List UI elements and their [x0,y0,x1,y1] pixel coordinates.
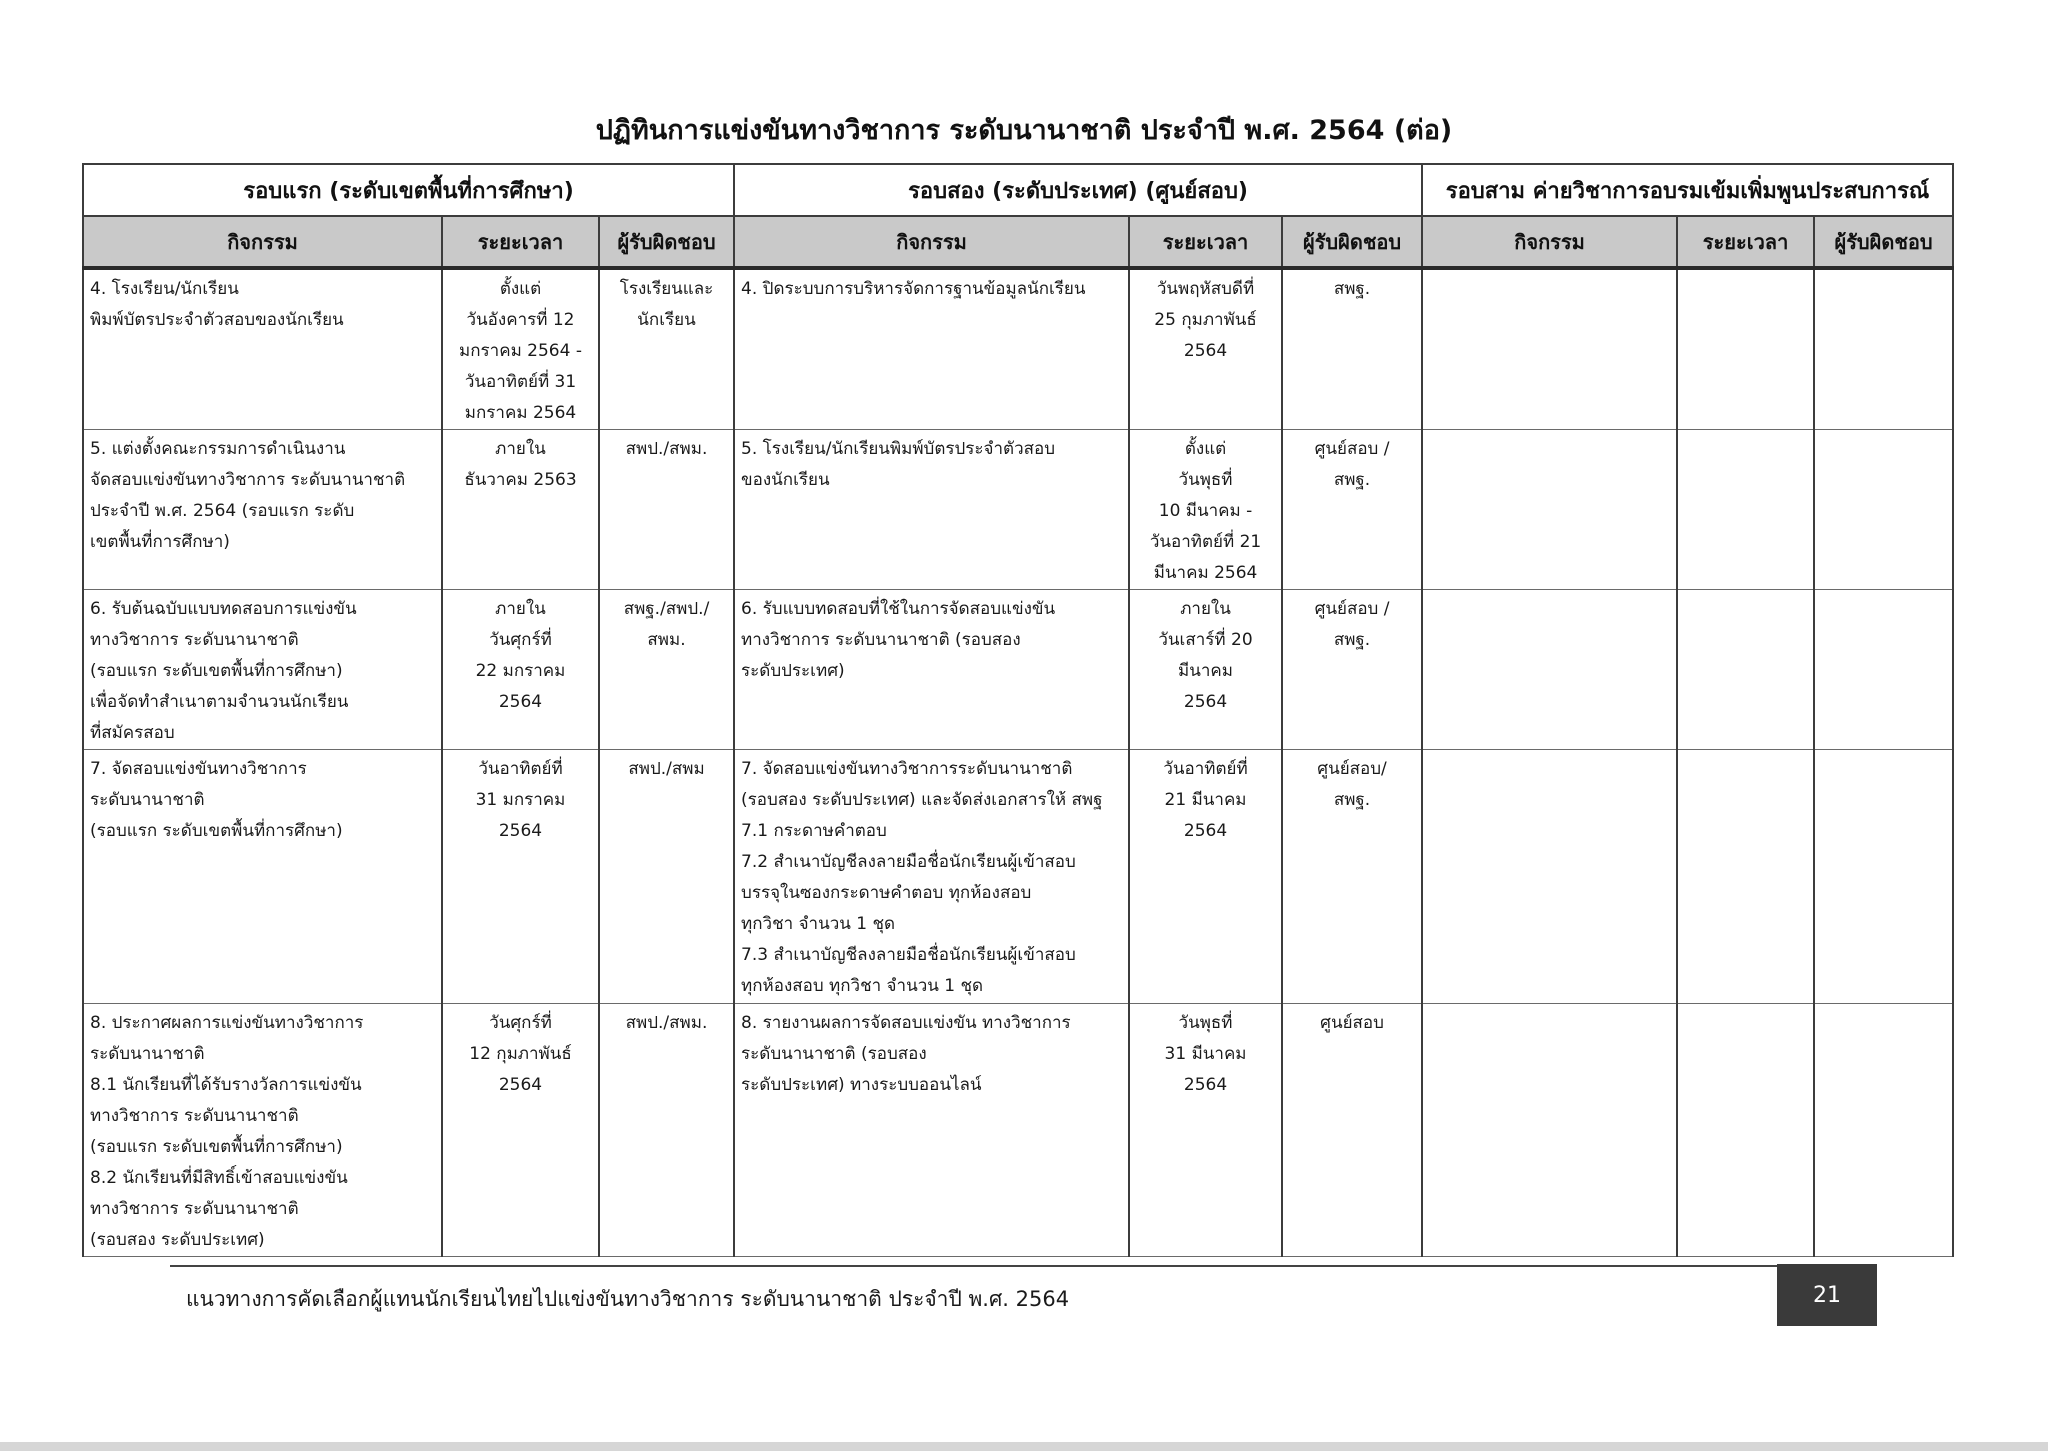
cell-line: มกราคม 2564 [464,403,577,423]
cell-line: บรรจุในซองกระดาษคำตอบ ทุกห้องสอบ [741,883,1032,903]
cell-line: 2564 [498,692,543,712]
cell-line: (รอบแรก ระดับเขตพื้นที่การศึกษา) [90,821,343,841]
cell-line: 21 มีนาคม [1164,790,1247,810]
cell-line: ศูนย์สอบ/ [1317,759,1387,779]
table-row [83,590,1953,750]
cell-line: 31 มกราคม [475,790,566,810]
cell-line: เพื่อจัดทำสำเนาตามจำนวนนักเรียน [90,692,349,712]
round-3-header: รอบสาม ค่ายวิชาการอบรมเข้มเพิ่มพูนประสบการณ์ [1422,164,1953,216]
cell-line: สพป./สพม [628,759,705,779]
cell-line: 2564 [1183,1075,1228,1095]
cell-line: เขตพื้นที่การศึกษา) [90,532,230,552]
col-header-r3-activity: กิจกรรม [1422,216,1677,268]
cell-line: ที่สมัครสอบ [90,723,175,743]
cell-line: 2564 [1183,341,1228,361]
cell-r2-activity [734,430,1129,590]
cell-r3-responsible [1814,268,1953,430]
cell-line: 4. ปิดระบบการบริหารจัดการฐานข้อมูลนักเรียน [741,279,1086,299]
cell-line: ประจำปี พ.ศ. 2564 (รอบแรก ระดับ [90,501,355,521]
cell-line: (รอบแรก ระดับเขตพื้นที่การศึกษา) [90,661,343,681]
cell-r2-period [1129,750,1282,1004]
cell-line: 8. รายงานผลการจัดสอบแข่งขัน ทางวิชาการ [741,1013,1071,1033]
cell-line: 8.1 นักเรียนที่ได้รับรางวัลการแข่งขัน [90,1075,362,1095]
cell-line: 6. รับแบบทดสอบที่ใช้ในการจัดสอบแข่งขัน [741,599,1056,619]
cell-r3-period [1677,430,1814,590]
cell-r2-period [1129,268,1282,430]
cell-line: 7.3 สำเนาบัญชีลงลายมือชื่อนักเรียนผู้เข้าสอบ [741,945,1076,965]
round-1-header: รอบแรก (ระดับเขตพื้นที่การศึกษา) [83,164,734,216]
cell-line: 2564 [498,1075,543,1095]
cell-line: มกราคม 2564 - [459,341,582,361]
cell-r1-activity [83,590,442,750]
cell-line: นักเรียน [637,310,696,330]
cell-line: วันพุธที่ [1178,1013,1233,1033]
cell-line: (รอบแรก ระดับเขตพื้นที่การศึกษา) [90,1137,343,1157]
cell-line: วันอังคารที่ 12 [466,310,575,330]
cell-line: 2564 [498,821,543,841]
cell-line: ทางวิชาการ ระดับนานาชาติ [90,630,299,650]
cell-line: 7. จัดสอบแข่งขันทางวิชาการ [90,759,307,779]
table-row [83,430,1953,590]
scan-edge [0,1442,2048,1451]
cell-line: ตั้งแต่ [1184,439,1227,459]
page-number: 21 [1777,1264,1877,1326]
cell-r1-activity [83,430,442,590]
cell-line: 25 กุมภาพันธ์ [1154,310,1257,330]
cell-line: 10 มีนาคม - [1158,501,1253,521]
cell-line: ของนักเรียน [741,470,830,490]
cell-line: มีนาคม [1178,661,1233,681]
cell-r2-activity [734,590,1129,750]
cell-r3-responsible [1814,430,1953,590]
cell-r1-activity [83,750,442,1004]
cell-r2-responsible [1282,1004,1422,1257]
col-header-r1-activity: กิจกรรม [83,216,442,268]
calendar-table [82,163,1954,1257]
cell-line: ทางวิชาการ ระดับนานาชาติ (รอบสอง [741,630,1021,650]
cell-line: 6. รับต้นฉบับแบบทดสอบการแข่งขัน [90,599,357,619]
col-header-r2-activity: กิจกรรม [734,216,1129,268]
cell-line: ภายใน [495,439,546,459]
cell-line: วันศุกร์ที่ [489,1013,552,1033]
cell-line: ระดับนานาชาติ [90,790,205,810]
cell-line: วันพุธที่ [1178,470,1233,490]
cell-line: (รอบสอง ระดับประเทศ) และจัดส่งเอกสารให้ สพฐ [741,790,1103,810]
page-title: ปฏิทินการแข่งขันทางวิชาการ ระดับนานาชาติ ประจำปี พ.ศ. 2564 (ต่อ) [595,115,1453,146]
cell-r1-period [442,750,599,1004]
cell-line: ทางวิชาการ ระดับนานาชาติ [90,1199,299,1219]
col-header-r2-responsible: ผู้รับผิดชอบ [1282,216,1422,268]
cell-r2-responsible [1282,750,1422,1004]
cell-r3-activity [1422,590,1677,750]
cell-line: 31 มีนาคม [1164,1044,1247,1064]
cell-line: มีนาคม 2564 [1153,563,1258,583]
cell-line: สพฐ./สพป./ [623,599,710,619]
cell-r1-period [442,268,599,430]
col-header-r2-period: ระยะเวลา [1129,216,1282,268]
cell-line: สพฐ. [1333,790,1371,810]
cell-r1-responsible [599,430,734,590]
cell-line: 7. จัดสอบแข่งขันทางวิชาการระดับนานาชาติ [741,759,1073,779]
cell-line: วันอาทิตย์ที่ [1163,759,1248,779]
cell-r3-period [1677,590,1814,750]
cell-r3-period [1677,750,1814,1004]
cell-line: ภายใน [495,599,546,619]
cell-line: สพป./สพม. [625,439,708,459]
cell-line: 7.2 สำเนาบัญชีลงลายมือชื่อนักเรียนผู้เข้าสอบ [741,852,1076,872]
cell-line: วันเสาร์ที่ 20 [1158,630,1253,650]
cell-line: โรงเรียนและ [619,279,714,299]
cell-line: 7.1 กระดาษคำตอบ [741,821,887,841]
cell-line: วันพฤหัสบดีที่ [1156,279,1255,299]
cell-line: ภายใน [1180,599,1231,619]
cell-line: ศูนย์สอบ / [1314,439,1390,459]
cell-r2-period [1129,430,1282,590]
cell-r2-activity [734,268,1129,430]
cell-line: 8. ประกาศผลการแข่งขันทางวิชาการ [90,1013,364,1033]
table-row [83,268,1953,430]
cell-line: ระดับนานาชาติ (รอบสอง [741,1044,927,1064]
cell-line: ระดับประเทศ) [741,661,845,681]
cell-line: ธันวาคม 2563 [464,470,577,490]
cell-r3-activity [1422,268,1677,430]
cell-line: จัดสอบแข่งขันทางวิชาการ ระดับนานาชาติ [90,470,406,490]
cell-line: ระดับนานาชาติ [90,1044,205,1064]
cell-r1-responsible [599,1004,734,1257]
cell-r3-responsible [1814,750,1953,1004]
round-2-header: รอบสอง (ระดับประเทศ) (ศูนย์สอบ) [734,164,1422,216]
cell-r3-activity [1422,750,1677,1004]
cell-r3-responsible [1814,1004,1953,1257]
col-header-r1-responsible: ผู้รับผิดชอบ [599,216,734,268]
cell-r3-period [1677,268,1814,430]
cell-line: ทางวิชาการ ระดับนานาชาติ [90,1106,299,1126]
cell-line: ทุกห้องสอบ ทุกวิชา จำนวน 1 ชุด [741,976,984,996]
cell-line: 22 มกราคม [475,661,566,681]
cell-r1-responsible [599,750,734,1004]
cell-line: 2564 [1183,821,1228,841]
cell-line: 8.2 นักเรียนที่มีสิทธิ์เข้าสอบแข่งขัน [90,1168,348,1188]
cell-r3-period [1677,1004,1814,1257]
cell-line: ศูนย์สอบ [1320,1013,1384,1033]
cell-line: 5. โรงเรียน/นักเรียนพิมพ์บัตรประจำตัวสอบ [741,439,1056,459]
cell-line: ระดับประเทศ) ทางระบบออนไลน์ [741,1075,982,1095]
cell-r1-activity [83,268,442,430]
cell-line: สพป./สพม. [625,1013,708,1033]
col-header-r3-period: ระยะเวลา [1677,216,1814,268]
footer-divider [170,1265,1780,1267]
cell-r2-responsible [1282,430,1422,590]
round-header-row [83,164,1953,216]
cell-line: (รอบสอง ระดับประเทศ) [90,1230,265,1250]
cell-r2-responsible [1282,268,1422,430]
cell-line: วันศุกร์ที่ [489,630,552,650]
col-header-r1-period: ระยะเวลา [442,216,599,268]
cell-r1-period [442,1004,599,1257]
cell-line: สพฐ. [1333,279,1371,299]
cell-line: วันอาทิตย์ที่ [478,759,563,779]
cell-line: สพม. [647,630,686,650]
cell-line: 5. แต่งตั้งคณะกรรมการดำเนินงาน [90,439,346,459]
cell-r2-responsible [1282,590,1422,750]
cell-r3-activity [1422,1004,1677,1257]
cell-line: ศูนย์สอบ / [1314,599,1390,619]
cell-r2-period [1129,1004,1282,1257]
column-header-row [83,216,1953,268]
cell-r1-responsible [599,590,734,750]
cell-line: วันอาทิตย์ที่ 21 [1149,532,1262,552]
cell-line: 2564 [1183,692,1228,712]
cell-r2-activity [734,1004,1129,1257]
cell-r1-period [442,430,599,590]
cell-line: วันอาทิตย์ที่ 31 [464,372,577,392]
cell-line: สพฐ. [1333,470,1371,490]
cell-r1-responsible [599,268,734,430]
cell-r3-activity [1422,430,1677,590]
footer-text: แนวทางการคัดเลือกผู้แทนนักเรียนไทยไปแข่งขันทางวิชาการ ระดับนานาชาติ ประจำปี พ.ศ. 2564 [186,1287,1070,1311]
cell-r2-activity [734,750,1129,1004]
cell-r1-period [442,590,599,750]
cell-line: ทุกวิชา จำนวน 1 ชุด [741,914,896,934]
cell-r1-activity [83,1004,442,1257]
calendar-body [83,268,1953,1257]
cell-line: ตั้งแต่ [499,279,542,299]
cell-r2-period [1129,590,1282,750]
cell-line: 12 กุมภาพันธ์ [469,1044,572,1064]
table-row [83,1004,1953,1257]
cell-line: 4. โรงเรียน/นักเรียน [90,279,239,299]
col-header-r3-responsible: ผู้รับผิดชอบ [1814,216,1953,268]
cell-line: พิมพ์บัตรประจำตัวสอบของนักเรียน [90,310,344,330]
cell-line: สพฐ. [1333,630,1371,650]
cell-r3-responsible [1814,590,1953,750]
table-row [83,750,1953,1004]
